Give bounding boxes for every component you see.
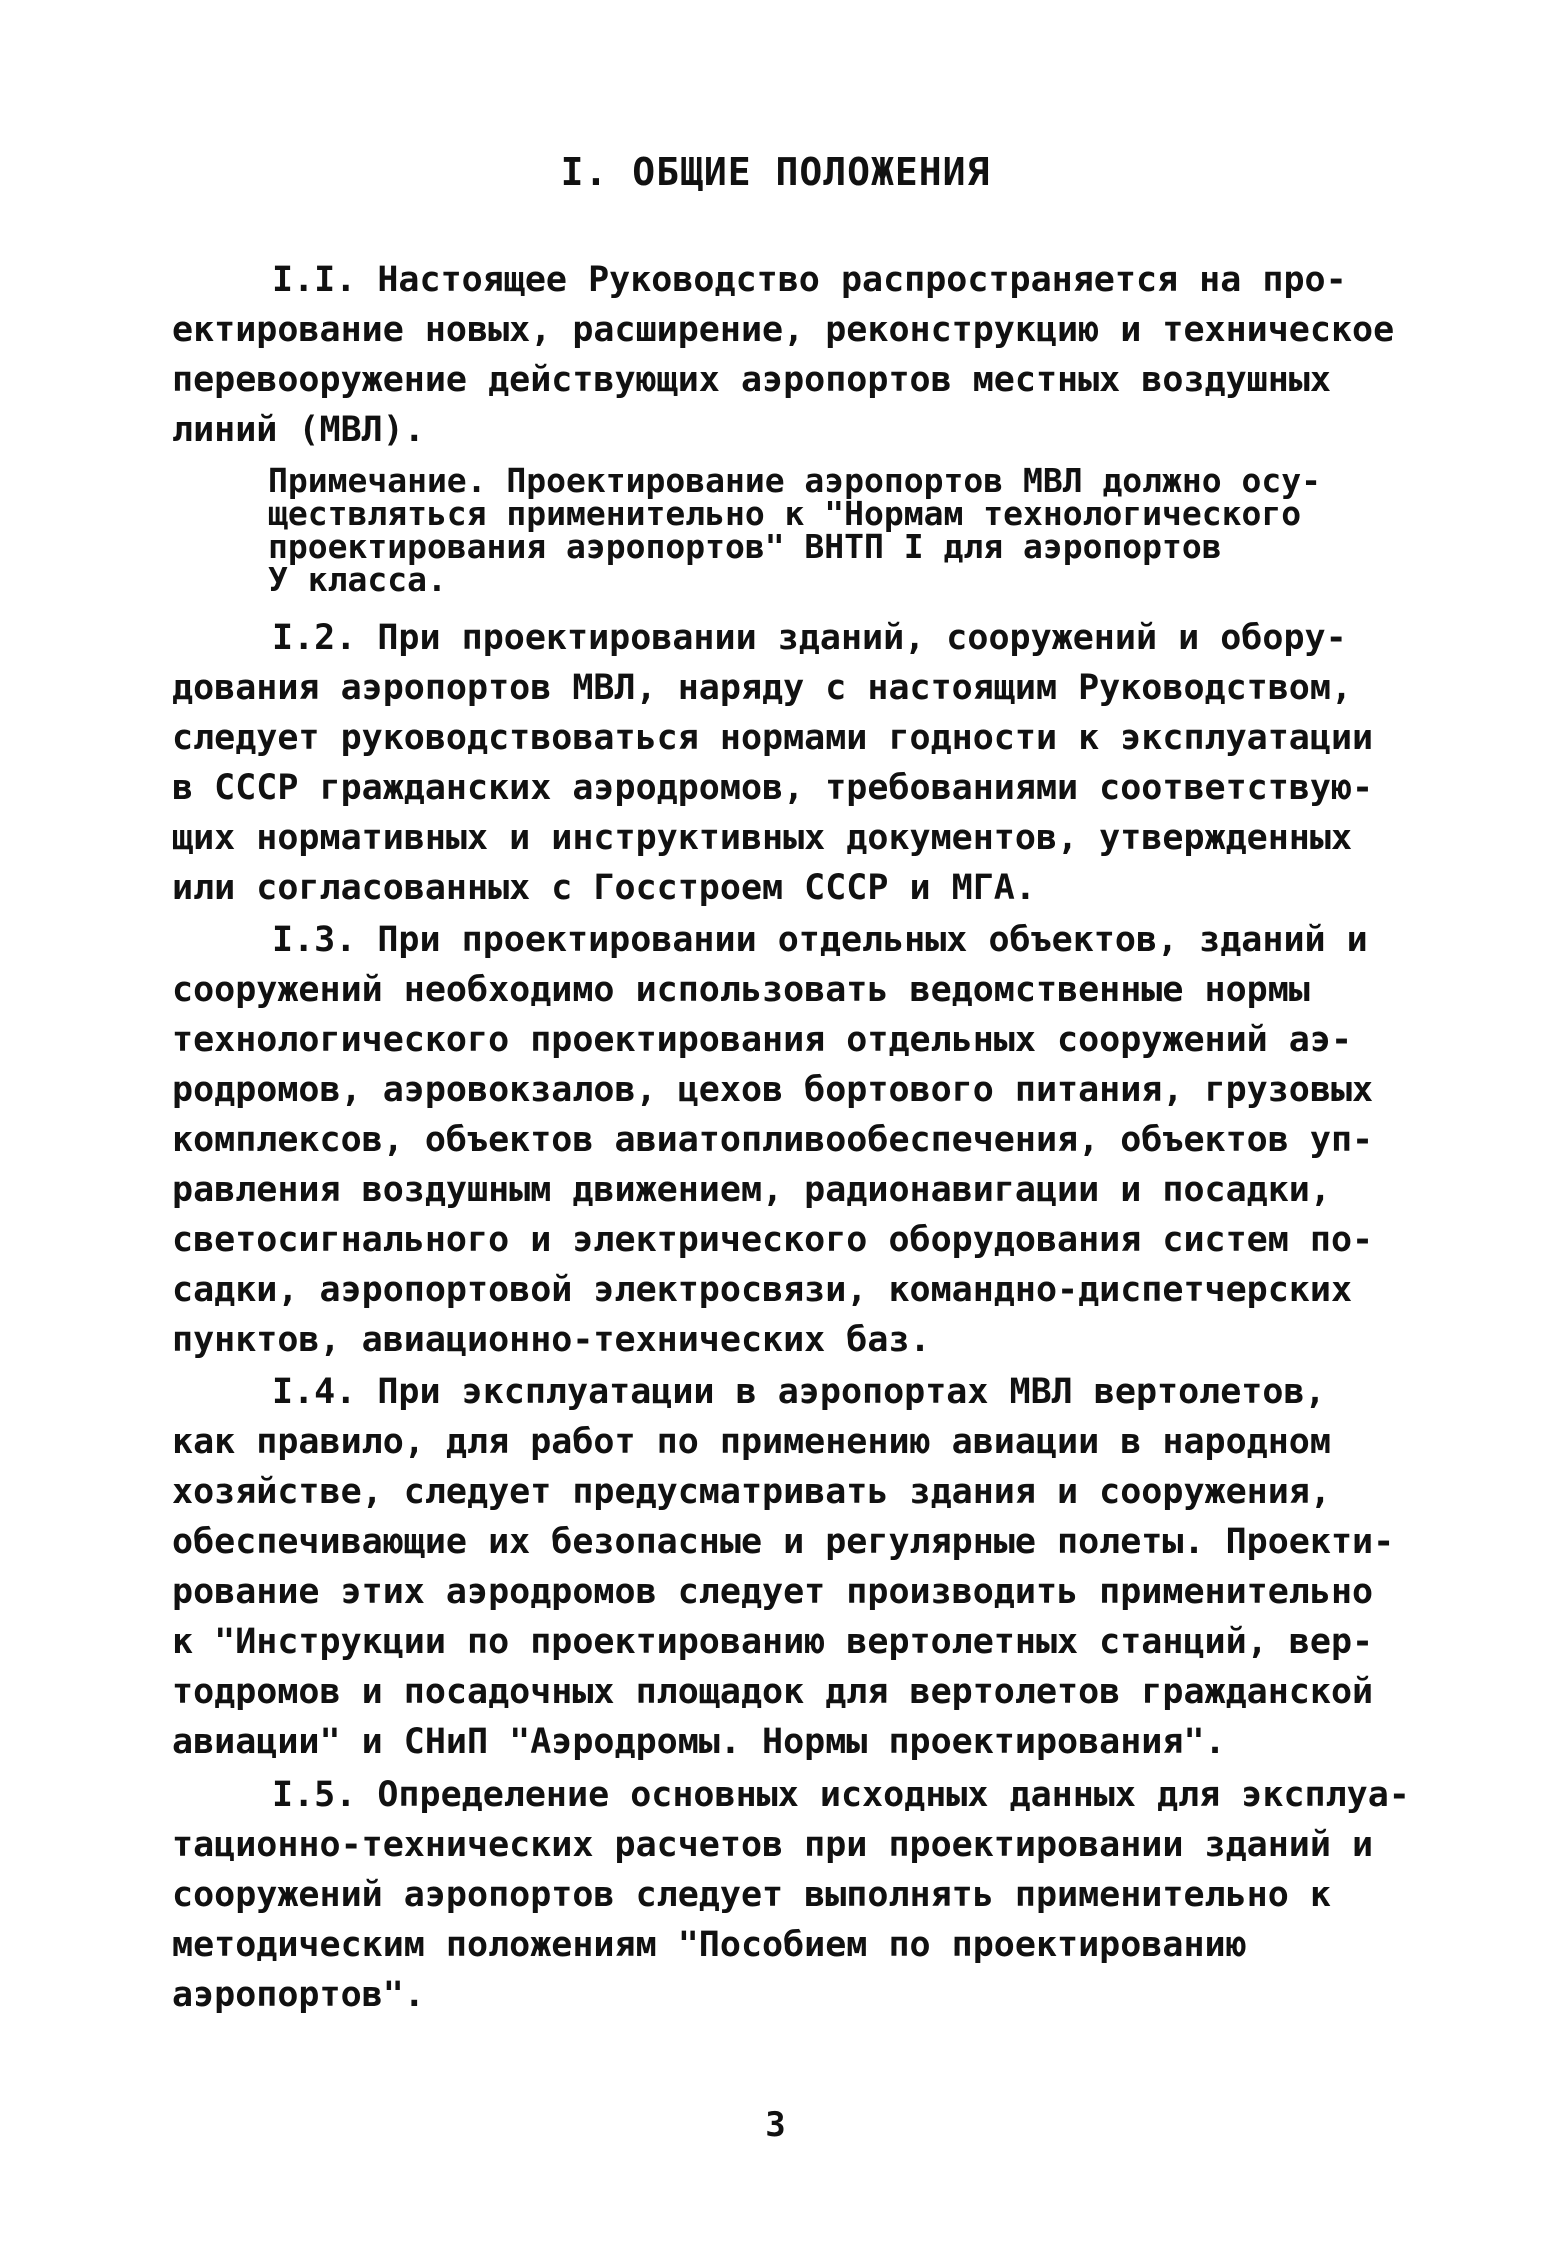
text-line: авиации" и СНиП "Аэродромы. Нормы проектирования". <box>172 1722 1226 1762</box>
text-line: линий (МВЛ). <box>172 410 425 450</box>
text-line: обеспечивающие их безопасные и регулярные полеты. Проекти- <box>172 1522 1395 1562</box>
text-line: I.5. Определение основных исходных данных для эксплуа- <box>272 1775 1410 1815</box>
text-line: родромов, аэровокзалов, цехов бортового питания, грузовых <box>172 1070 1374 1110</box>
text-line: проектирования аэропортов" ВНТП I для аэропортов <box>268 527 1222 566</box>
text-line: щих нормативных и инструктивных документов, утвержденных <box>172 818 1353 858</box>
text-line: методическим положениям "Пособием по проектированию <box>172 1925 1247 1965</box>
section-heading: I. ОБЩИЕ ПОЛОЖЕНИЯ <box>560 150 991 194</box>
text-line: сооружений необходимо использовать ведомственные нормы <box>172 970 1310 1010</box>
text-line: в СССР гражданских аэродромов, требованиями соответствую- <box>172 768 1374 808</box>
text-line: сооружений аэропортов следует выполнять применительно к <box>172 1875 1331 1915</box>
text-line: I.3. При проектировании отдельных объектов, зданий и <box>272 920 1368 960</box>
text-line: тационно-технических расчетов при проектировании зданий и <box>172 1825 1374 1865</box>
text-line: перевооружение действующих аэропортов местных воздушных <box>172 360 1331 400</box>
text-line: I.4. При эксплуатации в аэропортах МВЛ вертолетов, <box>272 1372 1326 1412</box>
text-line: Примечание. Проектирование аэропортов МВЛ должно осу- <box>268 461 1321 500</box>
text-line: I.2. При проектировании зданий, сооружений и обору- <box>272 618 1347 658</box>
text-line: У класса. <box>268 560 447 599</box>
text-line: хозяйстве, следует предусматривать здания и сооружения, <box>172 1472 1331 1512</box>
paragraph-1-2 <box>172 613 1387 913</box>
text-line: светосигнального и электрического оборудования систем по- <box>172 1220 1374 1260</box>
paragraph-1-1 <box>172 255 1395 455</box>
note-block <box>268 461 1373 599</box>
paragraph-1-5 <box>172 1770 1410 2020</box>
text-line: технологического проектирования отдельных сооружений аэ- <box>172 1020 1353 1060</box>
text-line: рование этих аэродромов следует производить применительно <box>172 1572 1374 1612</box>
text-line: ществляться применительно к "Нормам технологического <box>268 494 1302 533</box>
text-line: к "Инструкции по проектированию вертолетных станций, вер- <box>172 1622 1374 1662</box>
text-line: следует руководствоваться нормами годности к эксплуатации <box>172 718 1374 758</box>
text-line: тодромов и посадочных площадок для вертолетов гражданской <box>172 1672 1374 1712</box>
text-line: ектирование новых, расширение, реконструкцию и техническое <box>172 310 1395 350</box>
paragraph-1-3 <box>172 915 1387 1365</box>
text-line: I.I. Настоящее Руководство распространяется на про- <box>272 260 1347 300</box>
paragraph-1-4 <box>172 1367 1395 1767</box>
text-line: как правило, для работ по применению авиации в народном <box>172 1422 1331 1462</box>
text-line: садки, аэропортовой электросвязи, командно-диспетчерских <box>172 1270 1353 1310</box>
text-line: аэропортов". <box>172 1975 425 2015</box>
text-line: пунктов, авиационно-технических баз. <box>172 1320 931 1360</box>
text-line: комплексов, объектов авиатопливообеспечения, объектов уп- <box>172 1120 1374 1160</box>
text-line: равления воздушным движением, радионавигации и посадки, <box>172 1170 1331 1210</box>
text-line: или согласованных с Госстроем СССР и МГА. <box>172 868 1036 908</box>
page-number: 3 <box>765 2105 786 2145</box>
text-line: дования аэропортов МВЛ, наряду с настоящим Руководством, <box>172 668 1353 708</box>
